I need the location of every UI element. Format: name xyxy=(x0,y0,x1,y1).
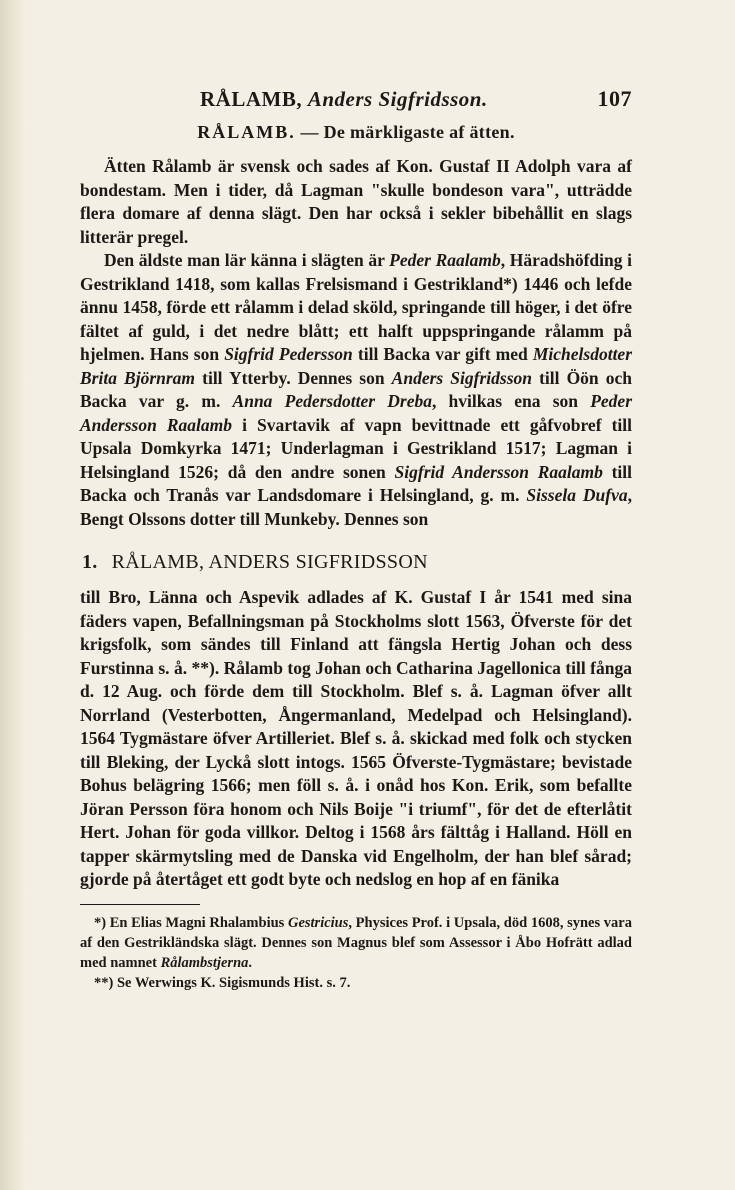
section-heading xyxy=(80,122,632,143)
page-binding-edge xyxy=(0,0,26,1190)
entry-number: 1. xyxy=(82,551,98,573)
section-title: RÅLAMB. xyxy=(197,122,296,142)
running-header xyxy=(200,86,632,112)
paragraph-lineage: Den äldste man lär känna i slägten är Peder Raalamb, Häradshöfding i Gestrikland 1418, som kallas Frelsismand i Gestrikland*) 1446 och lefde ännu 1458, förde ett rålamm i delad sköld, springande till höger, i det öfre fältet af guld, i det nedre blått; ett halft uppspringande rålamm på hjelmen. Hans son Sigfrid Pedersson till Backa var gift med Michelsdotter Brita Björnram till Ytterby. Dennes son Anders Sigfridsson till Öön och Backa var g. m. Anna Pedersdotter Dreba, hvilkas ena son Peder Andersson Raalamb i Svartavik af vapn bevittnade ett gåfvobref till Upsala Domkyrka 1471; Underlagman i Gestrikland 1517; Lagman i Helsingland 1526; då den andre sonen Sigfrid Andersson Raalamb till Backa och Tranås var Landsdomare i Helsingland, g. m. Sissela Dufva, Bengt Olssons dotter till Munkeby. Dennes son xyxy=(80,250,633,529)
running-head: RÅLAMB, Anders Sigfridsson. xyxy=(200,87,488,111)
footnote-1: *) En Elias Magni Rhalambius Gestricius, Physices Prof. i Upsala, död 1608, synes vara af den Gestrikländska slägt. Dennes son Magnus blef som Assessor i Åbo Hofrätt adlad med namnet Rålambstjerna. xyxy=(80,914,632,971)
entry-name: RÅLAMB, ANDERS SIGFRIDSSON xyxy=(111,551,428,573)
section-subtitle: — De märkligaste af ätten. xyxy=(295,122,515,142)
footnote-2: **) Se Werwings K. Sigismunds Hist. s. 7. xyxy=(94,974,351,991)
book-page xyxy=(80,86,632,993)
page-number: 107 xyxy=(597,86,632,111)
paragraph-intro: Ätten Rålamb är svensk och sades af Kon. Gustaf II Adolph vara af bondestam. Men i tider, då Lagman "skulle bondeson vara", utträdde flera domare af denna slägt. Den har också i sekler bibehållit en slags litterär pregel. xyxy=(80,156,632,247)
footnote-rule xyxy=(80,904,200,905)
paragraph-biography: till Bro, Länna och Aspevik adlades af K. Gustaf I år 1541 med sina fäders vapen, Befallningsman på Stockholms slott 1563, Öfverste för det krigsfolk, som sändes till Finland att fängsla Hertig Johan och dess Furstinna s. å. **). Rålamb tog Johan och Catharina Jagellonica till fånga d. 12 Aug. och förde dem till Stockholm. Blef s. å. Lagman öfver allt Norrland (Vesterbotten, Ångermanland, Medelpad och Helsingland). 1564 Tygmästare öfver Artilleriet. Blef s. å. skickad med folk och stycken till Bleking, der Lyckå slott intogs. 1565 Öfverste-Tygmästare; bevistade Bohus belägring 1566; men föll s. å. i onåd hos Kon. Erik, som befallte Jöran Persson föra honom och Nils Boije "i triumf", för det de efterlåtit Hert. Johan för goda villkor. Deltog i 1568 års fälttåg i Halland. Höll en tapper skärmytsling med de Danska vid Engelholm, der han blef sårad; gjorde på återtåget ett godt byte och nedslog en hop af en fänika xyxy=(80,587,632,889)
entry-heading xyxy=(80,551,632,574)
